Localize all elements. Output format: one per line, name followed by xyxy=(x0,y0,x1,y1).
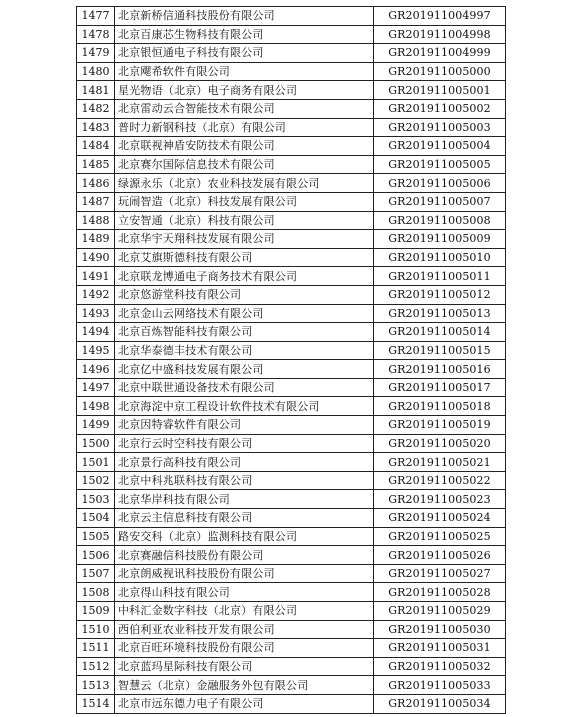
company-name-cell: 星光物语（北京）电子商务有限公司 xyxy=(115,81,374,100)
certificate-number-cell: GR201911005013 xyxy=(374,304,506,323)
certificate-number-cell: GR201911005032 xyxy=(374,657,506,676)
table-row xyxy=(77,118,506,137)
certificate-number-cell: GR201911005022 xyxy=(374,471,506,490)
certificate-number-cell: GR201911005033 xyxy=(374,676,506,695)
company-name-cell: 北京华岸科技有限公司 xyxy=(115,490,374,509)
table-row xyxy=(77,285,506,304)
table-row xyxy=(77,341,506,360)
company-name-cell: 北京行云时空科技有限公司 xyxy=(115,434,374,453)
table-row xyxy=(77,230,506,249)
row-number-cell: 1502 xyxy=(77,471,115,490)
row-number-cell: 1498 xyxy=(77,397,115,416)
table-row xyxy=(77,397,506,416)
row-number-cell: 1496 xyxy=(77,360,115,379)
row-number-cell: 1511 xyxy=(77,639,115,658)
company-name-cell: 北京联视神盾安防技术有限公司 xyxy=(115,137,374,156)
row-number-cell: 1497 xyxy=(77,378,115,397)
company-name-cell: 北京海淀中京工程设计软件技术有限公司 xyxy=(115,397,374,416)
row-number-cell: 1489 xyxy=(77,230,115,249)
certificate-number-cell: GR201911005001 xyxy=(374,81,506,100)
row-number-cell: 1513 xyxy=(77,676,115,695)
company-name-cell: 中科汇金数字科技（北京）有限公司 xyxy=(115,602,374,621)
certificate-number-cell: GR201911005026 xyxy=(374,546,506,565)
table-row xyxy=(77,416,506,435)
table-row xyxy=(77,434,506,453)
row-number-cell: 1506 xyxy=(77,546,115,565)
row-number-cell: 1503 xyxy=(77,490,115,509)
company-name-cell: 北京百旺环境科技股份有限公司 xyxy=(115,639,374,658)
company-name-cell: 北京悠游堂科技有限公司 xyxy=(115,285,374,304)
company-name-cell: 北京赛融信科技股份有限公司 xyxy=(115,546,374,565)
certificate-number-cell: GR201911005030 xyxy=(374,620,506,639)
row-number-cell: 1478 xyxy=(77,25,115,44)
certificate-number-cell: GR201911005002 xyxy=(374,99,506,118)
company-name-cell: 北京华宇天翔科技发展有限公司 xyxy=(115,230,374,249)
row-number-cell: 1512 xyxy=(77,657,115,676)
row-number-cell: 1479 xyxy=(77,44,115,63)
table-row xyxy=(77,25,506,44)
certificate-number-cell: GR201911005000 xyxy=(374,62,506,81)
company-name-cell: 北京中科兆联科技有限公司 xyxy=(115,471,374,490)
certificate-number-cell: GR201911005023 xyxy=(374,490,506,509)
table-row xyxy=(77,99,506,118)
table-row xyxy=(77,137,506,156)
row-number-cell: 1485 xyxy=(77,155,115,174)
company-name-cell: 北京中联世通设备技术有限公司 xyxy=(115,378,374,397)
table-row xyxy=(77,676,506,695)
certificate-number-cell: GR201911005028 xyxy=(374,583,506,602)
certificate-number-cell: GR201911005024 xyxy=(374,509,506,528)
company-name-cell: 北京亿中盛科技发展有限公司 xyxy=(115,360,374,379)
company-name-cell: 北京得山科技有限公司 xyxy=(115,583,374,602)
table-row xyxy=(77,360,506,379)
company-name-cell: 北京赛尔国际信息技术有限公司 xyxy=(115,155,374,174)
row-number-cell: 1482 xyxy=(77,99,115,118)
row-number-cell: 1490 xyxy=(77,248,115,267)
row-number-cell: 1492 xyxy=(77,285,115,304)
table-row xyxy=(77,490,506,509)
table-row xyxy=(77,657,506,676)
table-row xyxy=(77,174,506,193)
row-number-cell: 1484 xyxy=(77,137,115,156)
certificate-number-cell: GR201911005016 xyxy=(374,360,506,379)
certificate-number-cell: GR201911005027 xyxy=(374,564,506,583)
table-row xyxy=(77,267,506,286)
row-number-cell: 1504 xyxy=(77,509,115,528)
company-name-cell: 北京金山云网络技术有限公司 xyxy=(115,304,374,323)
company-name-cell: 北京雷动云合智能技术有限公司 xyxy=(115,99,374,118)
table-row xyxy=(77,44,506,63)
certificate-number-cell: GR201911005005 xyxy=(374,155,506,174)
company-name-cell: 北京百炼智能科技有限公司 xyxy=(115,323,374,342)
table-row xyxy=(77,453,506,472)
row-number-cell: 1477 xyxy=(77,7,115,26)
table-row xyxy=(77,639,506,658)
table-row xyxy=(77,304,506,323)
company-name-cell: 立安智通（北京）科技有限公司 xyxy=(115,211,374,230)
row-number-cell: 1507 xyxy=(77,564,115,583)
certificate-number-cell: GR201911005018 xyxy=(374,397,506,416)
company-name-cell: 北京市远东德力电子有限公司 xyxy=(115,694,374,713)
row-number-cell: 1499 xyxy=(77,416,115,435)
company-name-cell: 北京云主信息科技有限公司 xyxy=(115,509,374,528)
table-row xyxy=(77,527,506,546)
company-name-cell: 北京艾旗斯德科技有限公司 xyxy=(115,248,374,267)
table-row xyxy=(77,546,506,565)
row-number-cell: 1488 xyxy=(77,211,115,230)
certificate-number-cell: GR201911005014 xyxy=(374,323,506,342)
company-name-cell: 绿源永乐（北京）农业科技发展有限公司 xyxy=(115,174,374,193)
table-row xyxy=(77,248,506,267)
certificate-number-cell: GR201911005017 xyxy=(374,378,506,397)
company-name-cell: 北京因特睿软件有限公司 xyxy=(115,416,374,435)
company-name-cell: 普时力新钢科技（北京）有限公司 xyxy=(115,118,374,137)
certificate-number-cell: GR201911005034 xyxy=(374,694,506,713)
certificate-number-cell: GR201911005007 xyxy=(374,192,506,211)
certificate-number-cell: GR201911005015 xyxy=(374,341,506,360)
certificate-number-cell: GR201911005004 xyxy=(374,137,506,156)
company-name-cell: 北京朗威视讯科技股份有限公司 xyxy=(115,564,374,583)
row-number-cell: 1483 xyxy=(77,118,115,137)
table-row xyxy=(77,81,506,100)
table-row xyxy=(77,7,506,26)
table-row xyxy=(77,378,506,397)
row-number-cell: 1493 xyxy=(77,304,115,323)
row-number-cell: 1500 xyxy=(77,434,115,453)
certificate-number-cell: GR201911005020 xyxy=(374,434,506,453)
table-row xyxy=(77,509,506,528)
table-row xyxy=(77,323,506,342)
company-name-cell: 玩闹智造（北京）科技发展有限公司 xyxy=(115,192,374,211)
company-name-cell: 北京百康芯生物科技有限公司 xyxy=(115,25,374,44)
row-number-cell: 1505 xyxy=(77,527,115,546)
table-row xyxy=(77,583,506,602)
table-row xyxy=(77,602,506,621)
row-number-cell: 1509 xyxy=(77,602,115,621)
row-number-cell: 1494 xyxy=(77,323,115,342)
row-number-cell: 1480 xyxy=(77,62,115,81)
row-number-cell: 1486 xyxy=(77,174,115,193)
row-number-cell: 1514 xyxy=(77,694,115,713)
certificate-number-cell: GR201911005012 xyxy=(374,285,506,304)
certificate-number-cell: GR201911005009 xyxy=(374,230,506,249)
row-number-cell: 1487 xyxy=(77,192,115,211)
certificate-number-cell: GR201911005031 xyxy=(374,639,506,658)
table-row xyxy=(77,694,506,713)
certificate-number-cell: GR201911005010 xyxy=(374,248,506,267)
certificate-number-cell: GR201911005011 xyxy=(374,267,506,286)
certificate-number-cell: GR201911004999 xyxy=(374,44,506,63)
company-name-cell: 北京景行高科技有限公司 xyxy=(115,453,374,472)
certificate-number-cell: GR201911005003 xyxy=(374,118,506,137)
company-registry-table xyxy=(76,6,506,714)
certificate-number-cell: GR201911005006 xyxy=(374,174,506,193)
company-name-cell: 北京联龙博通电子商务技术有限公司 xyxy=(115,267,374,286)
row-number-cell: 1501 xyxy=(77,453,115,472)
company-name-cell: 西伯利亚农业科技开发有限公司 xyxy=(115,620,374,639)
row-number-cell: 1508 xyxy=(77,583,115,602)
company-name-cell: 智慧云（北京）金融服务外包有限公司 xyxy=(115,676,374,695)
certificate-number-cell: GR201911004998 xyxy=(374,25,506,44)
row-number-cell: 1510 xyxy=(77,620,115,639)
certificate-number-cell: GR201911005019 xyxy=(374,416,506,435)
table-row xyxy=(77,192,506,211)
table-row xyxy=(77,564,506,583)
registry-table-body xyxy=(77,7,506,714)
row-number-cell: 1481 xyxy=(77,81,115,100)
certificate-number-cell: GR201911005029 xyxy=(374,602,506,621)
company-name-cell: 路安交科（北京）监测科技有限公司 xyxy=(115,527,374,546)
certificate-number-cell: GR201911004997 xyxy=(374,7,506,26)
table-row xyxy=(77,620,506,639)
company-name-cell: 北京华泰德丰技术有限公司 xyxy=(115,341,374,360)
company-name-cell: 北京飔希软件有限公司 xyxy=(115,62,374,81)
company-name-cell: 北京银恒通电子科技有限公司 xyxy=(115,44,374,63)
company-name-cell: 北京蓝玛星际科技有限公司 xyxy=(115,657,374,676)
table-row xyxy=(77,211,506,230)
certificate-number-cell: GR201911005021 xyxy=(374,453,506,472)
table-row xyxy=(77,155,506,174)
table-row xyxy=(77,62,506,81)
company-name-cell: 北京新桥信通科技股份有限公司 xyxy=(115,7,374,26)
certificate-number-cell: GR201911005025 xyxy=(374,527,506,546)
certificate-number-cell: GR201911005008 xyxy=(374,211,506,230)
row-number-cell: 1491 xyxy=(77,267,115,286)
row-number-cell: 1495 xyxy=(77,341,115,360)
table-row xyxy=(77,471,506,490)
